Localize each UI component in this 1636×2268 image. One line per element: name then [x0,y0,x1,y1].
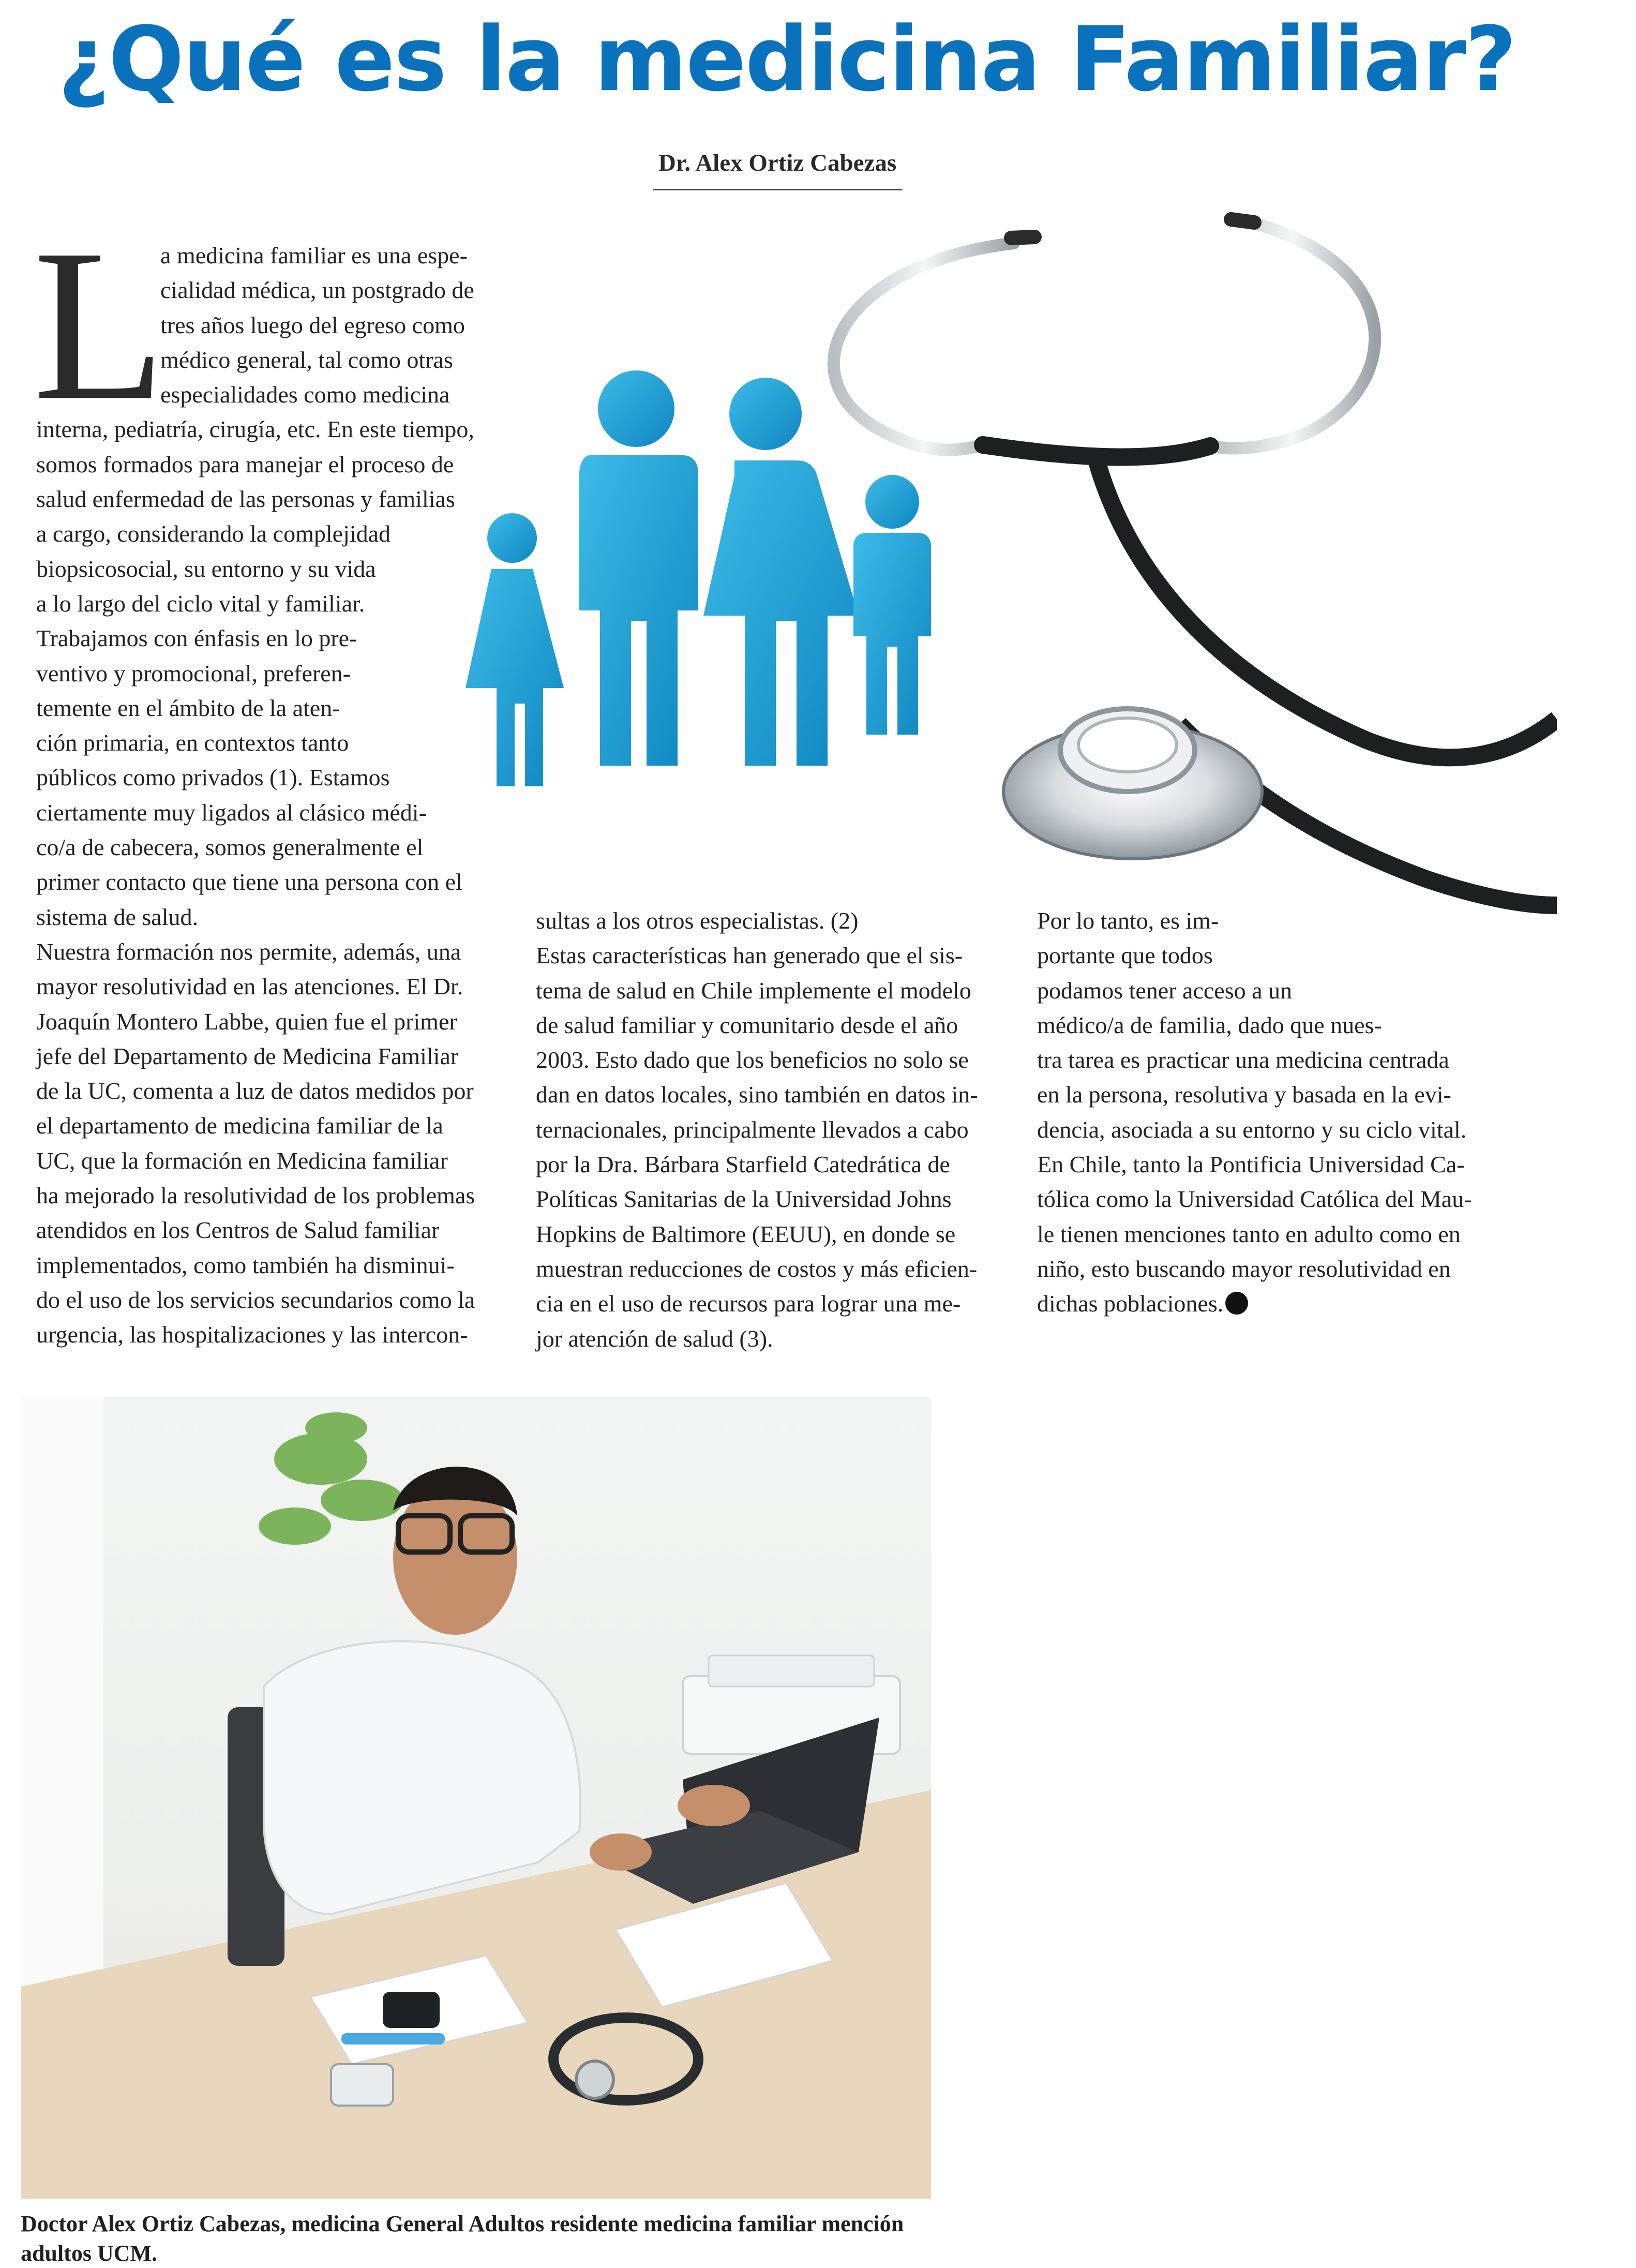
text-line: Hopkins de Baltimore (EEUU), en donde se [536,1220,956,1247]
text-line: ha mejorado la resolutividad de los problemas [36,1182,475,1209]
text-line: co/a de cabecera, somos generalmente el [36,834,424,861]
text-line: biopsicosocial, su entorno y su vida [36,555,376,582]
text-line: jefe del Departamento de Medicina Familiar [36,1042,459,1069]
text-line: Joaquín Montero Labbe, quien fue el primer [36,1008,457,1035]
text-line: a medicina familiar es una espe- [160,242,468,268]
text-line: cia en el uso de recursos para lograr una me- [536,1290,961,1317]
text-line: de la UC, comenta a luz de datos medidos por [36,1078,474,1105]
text-line: Estas características han generado que el sis- [536,942,963,969]
text-line: ciertamente muy ligados al clásico médi- [36,799,427,826]
text-line: Nuestra formación nos permite, además, una [36,938,461,965]
text-line: atendidos en los Centros de Salud familiar [36,1217,440,1244]
column-2 [536,903,1012,1356]
text-line: médico/a de familia, dado que nues- [1037,1011,1382,1038]
text-line: tólica como la Universidad Católica del Mau- [1037,1186,1472,1213]
text-line: somos formados para manejar el proceso de [36,451,454,478]
text-line: jor atención de salud (3). [536,1325,773,1352]
byline-divider [653,189,902,190]
text-line: En Chile, tanto la Pontificia Universidad Ca- [1037,1151,1465,1178]
text-line: ternacionales, principalmente llevados a cabo [536,1116,969,1143]
column-1 [36,238,512,1352]
text-line: cialidad médica, un postgrado de [160,277,474,304]
end-mark-icon [1225,1292,1248,1315]
text-line: niño, esto buscando mayor resolutividad en [1037,1255,1451,1282]
text-line: Por lo tanto, es im- [1037,907,1219,934]
doctor-at-desk-image [21,1397,931,2199]
doctor-photo [21,1397,931,2199]
text-line: Trabajamos con énfasis en lo pre- [36,625,357,652]
text-line: en la persona, resolutiva y basada en la evi- [1037,1081,1451,1108]
text-line: muestran reducciones de costos y más eficien- [536,1255,978,1282]
text-line: por la Dra. Bárbara Starfield Catedrática de [536,1151,950,1178]
article-title: ¿Qué es la medicina Familiar? [58,7,1516,111]
text-line: 2003. Esto dado que los beneficios no solo se [536,1047,969,1073]
text-line: tres años luego del egreso como [160,311,465,338]
hero-illustration [434,207,1557,936]
text-line: públicos como privados (1). Estamos [36,764,390,791]
text-line: temente en el ámbito de la aten- [36,694,340,721]
author-byline: Dr. Alex Ortiz Cabezas [658,150,897,176]
text-line: de salud familiar y comunitario desde el año [536,1011,958,1038]
text-line: podamos tener acceso a un [1037,977,1293,1004]
text-line: a cargo, considerando la complejidad [36,520,391,547]
text-line: dan en datos locales, sino también en datos in- [536,1081,978,1108]
text-line: tema de salud en Chile implemente el modelo [536,977,971,1004]
text-line: do el uso de los servicios secundarios como la [36,1286,475,1313]
column-3 [1037,903,1513,1321]
text-line: tra tarea es practicar una medicina centrada [1037,1047,1449,1073]
text-line: sistema de salud. [36,903,198,930]
text-line: a lo largo del ciclo vital y familiar. [36,590,365,617]
text-line: urgencia, las hospitalizaciones y las intercon- [36,1321,468,1348]
text-line: ventivo y promocional, preferen- [36,660,351,687]
text-line: dencia, asociada a su entorno y su ciclo vital. [1037,1116,1467,1143]
text-line: mayor resolutividad en las atenciones. El Dr. [36,973,463,1000]
text-line: portante que todos [1037,942,1213,969]
text-line: UC, que la formación en Medicina familiar [36,1147,448,1174]
text-line: le tienen menciones tanto en adulto como en [1037,1220,1461,1247]
text-line: salud enfermedad de las personas y familias [36,486,455,513]
text-line: Políticas Sanitarias de la Universidad Johns [536,1186,952,1213]
photo-caption: Doctor Alex Ortiz Cabezas, medicina General Adultos residente medicina familiar mención adultos UCM. [21,2211,904,2266]
text-line: ción primaria, en contextos tanto [36,729,349,756]
text-line: sultas a los otros especialistas. (2) [536,907,859,934]
text-line: implementados, como también ha disminui- [36,1251,455,1278]
family-figures [466,370,931,786]
text-line: dichas poblaciones. [1037,1290,1224,1317]
text-line: el departamento de medicina familiar de la [36,1112,443,1139]
text-line: médico general, tal como otras [160,346,453,373]
drop-cap: L [33,204,166,445]
text-line: interna, pediatría, cirugía, etc. En este tiempo, [36,416,474,443]
stethoscope-family-image [434,207,1557,936]
text-line: especialidades como medicina [160,381,450,408]
text-line: primer contacto que tiene una persona con el [36,869,462,896]
text-line-last [1037,1286,1513,1321]
